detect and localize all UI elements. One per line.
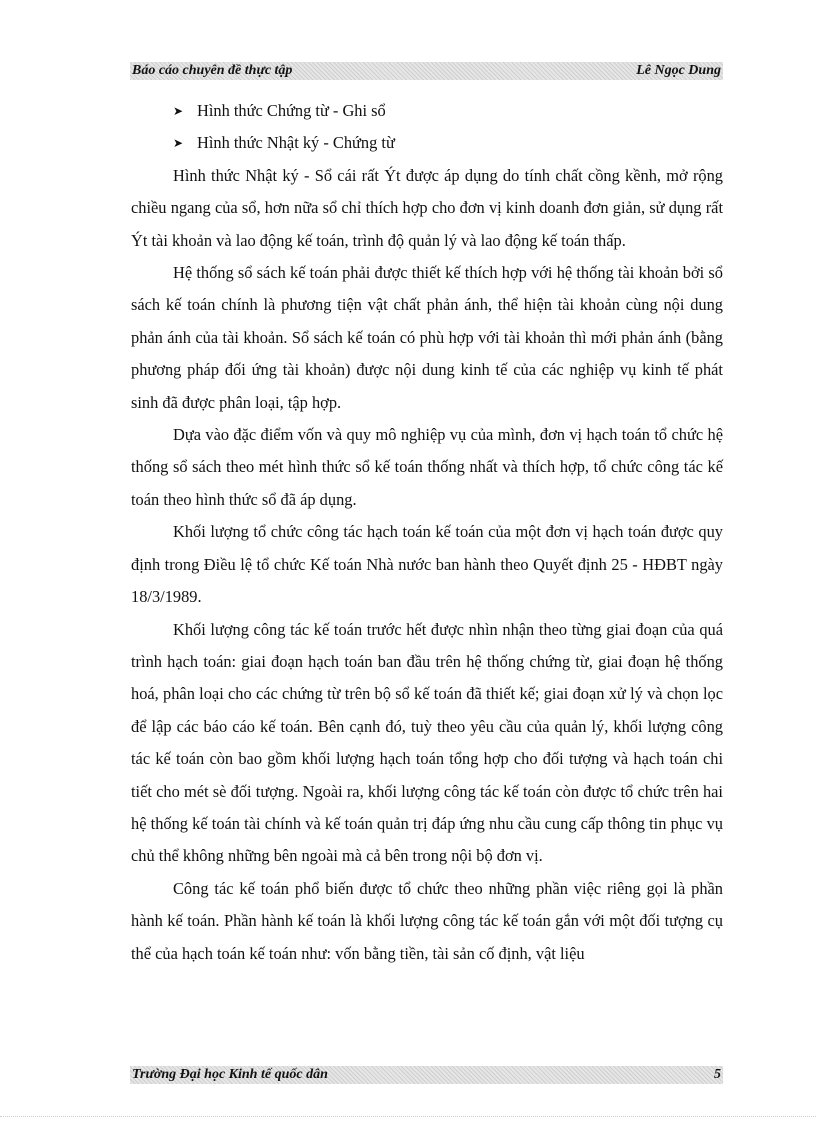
bullet-text: Hình thức Nhật ký - Chứng từ (197, 133, 395, 153)
paragraph: Dựa vào đặc điểm vốn và quy mô nghiệp vụ của mình, đơn vị hạch toán tổ chức hệ thống sổ sách theo mét hình thức sổ kế toán thống nhất và thích hợp, tổ chức công tác kế toán theo hình thức sổ đã áp dụng. (131, 425, 723, 509)
paragraph: Khối lượng tổ chức công tác hạch toán kế toán của một đơn vị hạch toán được quy định trong Điều lệ tổ chức Kế toán Nhà nước ban hành theo Quyết định 25 - HĐBT ngày 18/3/1989. (131, 522, 723, 607)
bullet-item (131, 127, 723, 159)
header-title: Báo cáo chuyên đề thực tập (132, 63, 293, 78)
bullet-item (131, 95, 723, 127)
page-header (130, 62, 723, 80)
arrow-bullet-icon: ➤ (173, 104, 184, 118)
arrow-bullet-icon: ➤ (173, 136, 184, 151)
page-number: 5 (714, 1067, 721, 1082)
header-author: Lê Ngọc Dung (636, 63, 721, 78)
page-body (131, 95, 723, 970)
paragraph: Hình thức Nhật ký - Sổ cái rất Ýt được áp dụng do tính chất cồng kềnh, mở rộng chiều ngang của sổ, hơn nữa sổ chỉ thích hợp cho đơn vị kinh doanh đơn giản, sử dụng rất Ýt tài khoản và lao động kế toán, trình độ quản lý và lao động kế toán thấp. (131, 165, 723, 250)
footer-school: Trường Đại học Kinh tế quốc dân (132, 1067, 328, 1082)
page-footer (130, 1066, 723, 1084)
paragraph: Hệ thống sổ sách kế toán phải được thiết kế thích hợp với hệ thống tài khoản bởi sổ sách kế toán chính là phương tiện vật chất phản ánh, thể hiện tài khoản cùng nội dung phản ánh của tài khoản. Sổ sách kế toán có phù hợp với tài khoản thì mới phản ánh (bằng phương pháp đối ứng tài khoản) được nội dung kinh tế của các nghiệp vụ kinh tế phát sinh đã được phân loại, tập hợp. (131, 263, 723, 412)
page-bottom-divider (0, 1116, 816, 1117)
paragraph: Khối lượng công tác kế toán trước hết được nhìn nhận theo từng giai đoạn của quá trình hạch toán: giai đoạn hạch toán ban đầu trên hệ thống chứng từ, giai đoạn hệ thống hoá, phân loại cho các chứng từ trên bộ sổ kế toán đã thiết kế; giai đoạn xử lý và chọn lọc để lập các báo cáo kế toán. Bên cạnh đó, tuỳ theo yêu cầu của quản lý, khối lượng công tác kế toán còn bao gồm khối lượng hạch toán tổng hợp cho đối tượng và hạch toán chi tiết cho mét sè đối tượng. Ngoài ra, khối lượng công tác kế toán còn được tổ chức trên hai hệ thống kế toán tài chính và kế toán quản trị đáp ứng nhu cầu cung cấp thông tin phục vụ chủ thể không những bên ngoài mà cả bên trong nội bộ đơn vị. (131, 619, 723, 866)
paragraph: Công tác kế toán phổ biến được tổ chức theo những phần việc riêng gọi là phần hành kế toán. Phần hành kế toán là khối lượng công tác kế toán gắn với một đối tượng cụ thể của hạch toán kế toán như: vốn bằng tiền, tài sản cố định, vật liệu (131, 878, 723, 963)
bullet-text: Hình thức Chứng từ - Ghi sổ (197, 101, 386, 120)
